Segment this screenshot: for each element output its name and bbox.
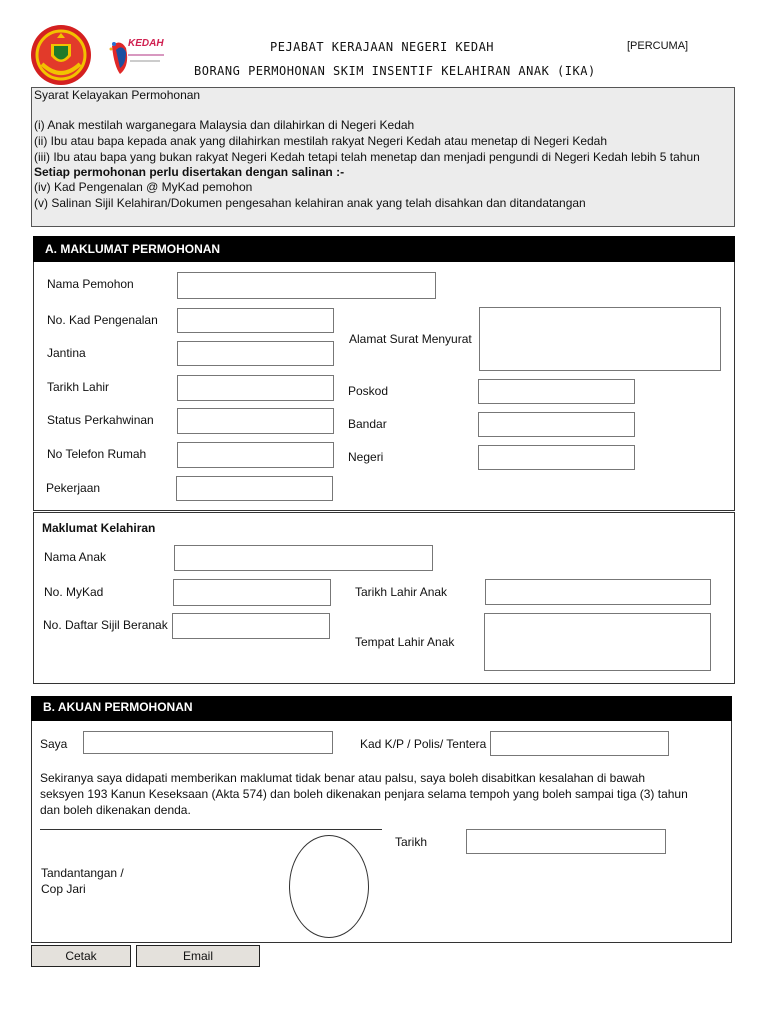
kedah-crest-logo bbox=[30, 24, 92, 86]
daftar-sijil-input[interactable] bbox=[172, 613, 330, 639]
declaration-text: dan boleh dikenakan denda. bbox=[40, 803, 191, 817]
nama-anak-input[interactable] bbox=[174, 545, 433, 571]
copies-item: (iv) Kad Pengenalan @ MyKad pemohon bbox=[34, 180, 253, 194]
eligibility-heading: Syarat Kelayakan Permohonan bbox=[34, 88, 201, 102]
jantina-input[interactable] bbox=[177, 341, 334, 366]
tempat-lahir-anak-textarea[interactable] bbox=[484, 613, 711, 671]
label-poskod: Poskod bbox=[348, 384, 389, 398]
label-tarikh: Tarikh bbox=[395, 835, 428, 849]
copies-heading: Setiap permohonan perlu disertakan dengan salinan :- bbox=[34, 165, 345, 179]
pekerjaan-input[interactable] bbox=[176, 476, 333, 501]
status-perkahwinan-input[interactable] bbox=[177, 408, 334, 434]
tarikh-lahir-input[interactable] bbox=[177, 375, 334, 401]
form-title: BORANG PERMOHONAN SKIM INSENTIF KELAHIRAN ANAK (IKA) bbox=[194, 64, 596, 78]
label-nama-anak: Nama Anak bbox=[44, 550, 107, 564]
thumbprint-oval[interactable] bbox=[289, 835, 369, 938]
label-tarikh-lahir: Tarikh Lahir bbox=[47, 380, 110, 394]
office-title: PEJABAT KERAJAAN NEGERI KEDAH bbox=[270, 40, 495, 54]
label-daftar-sijil: No. Daftar Sijil Beranak bbox=[43, 618, 168, 632]
copies-item: (v) Salinan Sijil Kelahiran/Dokumen pengesahan kelahiran anak yang telah disahkan dan ditandatangan bbox=[34, 196, 586, 210]
saya-input[interactable] bbox=[83, 731, 333, 754]
declaration-text: Sekiranya saya didapati memberikan maklumat tidak benar atau palsu, saya boleh disabitkan kesalahan di bawah bbox=[40, 771, 646, 785]
label-bandar: Bandar bbox=[348, 417, 387, 431]
label-mykad: No. MyKad bbox=[44, 585, 104, 599]
negeri-input[interactable] bbox=[478, 445, 635, 470]
free-label: [PERCUMA] bbox=[627, 40, 689, 52]
mykad-input[interactable] bbox=[173, 579, 331, 606]
label-status-perkahwinan: Status Perkahwinan bbox=[47, 413, 154, 427]
signature-line bbox=[40, 829, 382, 830]
section-b-header: B. AKUAN PERMOHONAN bbox=[31, 696, 732, 721]
birth-info-heading: Maklumat Kelahiran bbox=[42, 521, 156, 535]
label-alamat: Alamat Surat Menyurat bbox=[349, 332, 472, 346]
section-a-header: A. MAKLUMAT PERMOHONAN bbox=[33, 236, 735, 262]
label-negeri: Negeri bbox=[348, 450, 384, 464]
label-no-kad: No. Kad Pengenalan bbox=[47, 313, 158, 327]
label-nama-pemohon: Nama Pemohon bbox=[47, 277, 134, 291]
label-tempat-lahir-anak: Tempat Lahir Anak bbox=[355, 635, 455, 649]
kad-kp-input[interactable] bbox=[490, 731, 669, 756]
label-tarikh-lahir-anak: Tarikh Lahir Anak bbox=[355, 585, 448, 599]
no-kad-input[interactable] bbox=[177, 308, 334, 333]
nama-pemohon-input[interactable] bbox=[177, 272, 436, 299]
declaration-text: seksyen 193 Kanun Keseksaan (Akta 574) dan boleh dikenakan penjara selama tempoh yang boleh sampai tiga (3) tahun bbox=[40, 787, 688, 801]
alamat-textarea[interactable] bbox=[479, 307, 721, 371]
label-pekerjaan: Pekerjaan bbox=[46, 481, 101, 495]
tarikh-lahir-anak-input[interactable] bbox=[485, 579, 711, 605]
signature-label: Tandantangan / bbox=[41, 866, 124, 880]
tarikh-input[interactable] bbox=[466, 829, 666, 854]
poskod-input[interactable] bbox=[478, 379, 635, 404]
eligibility-item: (iii) Ibu atau bapa yang bukan rakyat Negeri Kedah tetapi telah menetap dan menjadi pengundi di Negeri Kedah lebih 5 tahun bbox=[34, 150, 700, 164]
email-button[interactable]: Email bbox=[136, 945, 260, 967]
eligibility-item: (ii) Ibu atau bapa kepada anak yang dilahirkan mestilah rakyat Negeri Kedah atau menetap di Negeri Kedah bbox=[34, 134, 608, 148]
bandar-input[interactable] bbox=[478, 412, 635, 437]
telefon-rumah-input[interactable] bbox=[177, 442, 334, 468]
print-button[interactable]: Cetak bbox=[31, 945, 131, 967]
label-telefon-rumah: No Telefon Rumah bbox=[47, 447, 147, 461]
eligibility-item: (i) Anak mestilah warganegara Malaysia dan dilahirkan di Negeri Kedah bbox=[34, 118, 415, 132]
signature-label: Cop Jari bbox=[41, 882, 86, 896]
brand-logo-text: KEDAH bbox=[128, 38, 164, 49]
label-saya: Saya bbox=[40, 737, 68, 751]
kedah-brand-logo bbox=[106, 36, 168, 78]
label-kad-kp: Kad K/P / Polis/ Tentera bbox=[360, 737, 487, 751]
label-jantina: Jantina bbox=[47, 346, 86, 360]
